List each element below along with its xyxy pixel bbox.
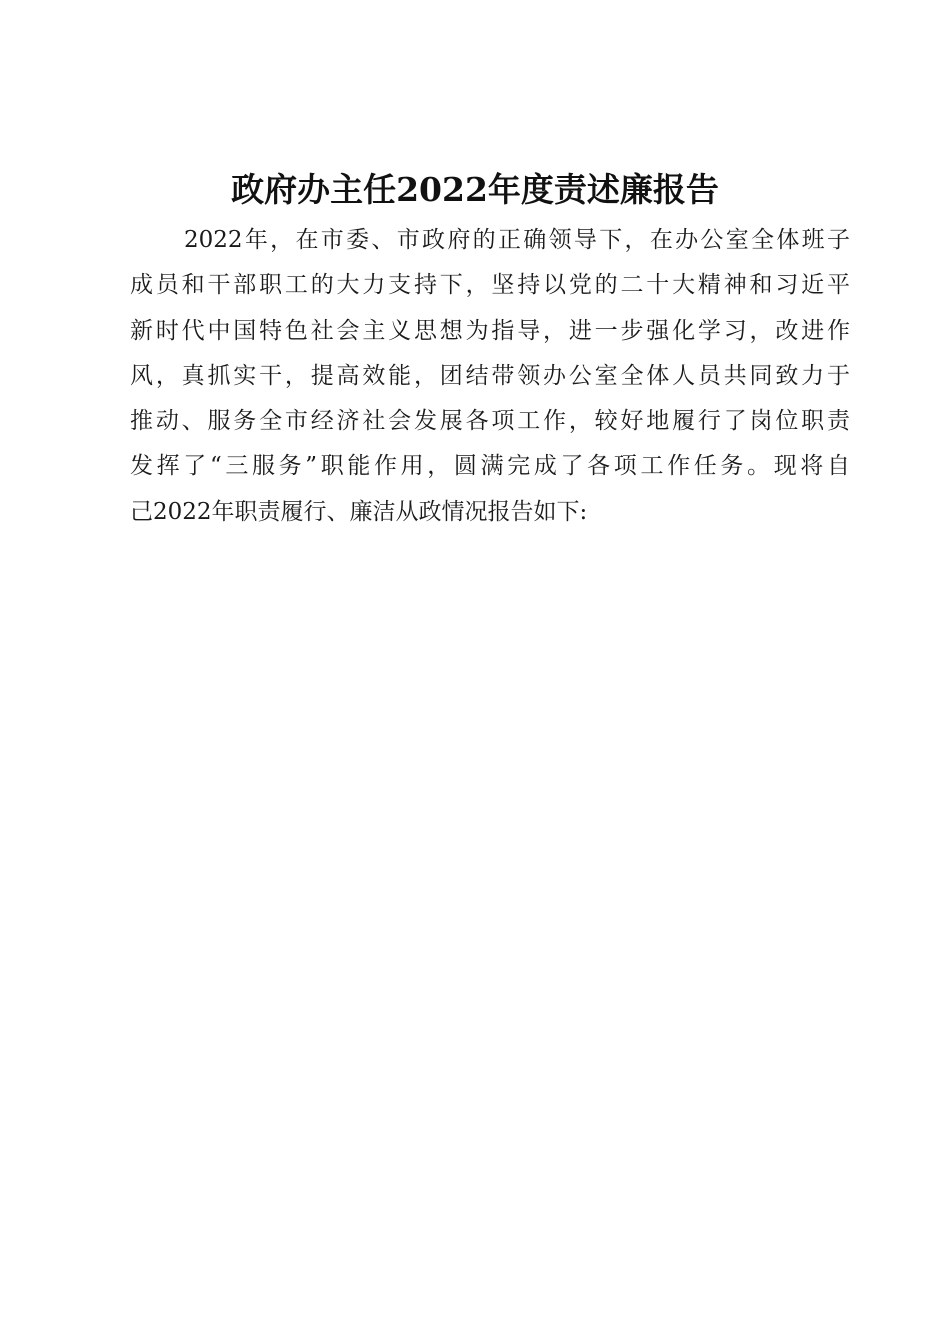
report-paragraph: [130, 218, 850, 535]
paragraph-line: 成员和干部职工的大力支持下，坚持以党的二十大精神和习近平: [130, 272, 850, 299]
paragraph-line: 己2022年职责履行、廉洁从政情况报告如下:: [130, 498, 588, 525]
paragraph-line: 推动、服务全市经济社会发展各项工作，较好地履行了岗位职责: [130, 408, 850, 435]
paragraph-line: 2022年，在市委、市政府的正确领导下，在办公室全体班子: [184, 227, 850, 253]
paragraph-line: 发挥了“三服务”职能作用，圆满完成了各项工作任务。现将自: [130, 453, 850, 480]
paragraph-line: 新时代中国特色社会主义思想为指导，进一步强化学习，改进作: [130, 317, 850, 344]
paragraph-line: 风，真抓实干，提高效能，团结带领办公室全体人员共同致力于: [130, 362, 850, 389]
document-title: 政府办主任2022年度责述廉报告: [231, 170, 719, 209]
